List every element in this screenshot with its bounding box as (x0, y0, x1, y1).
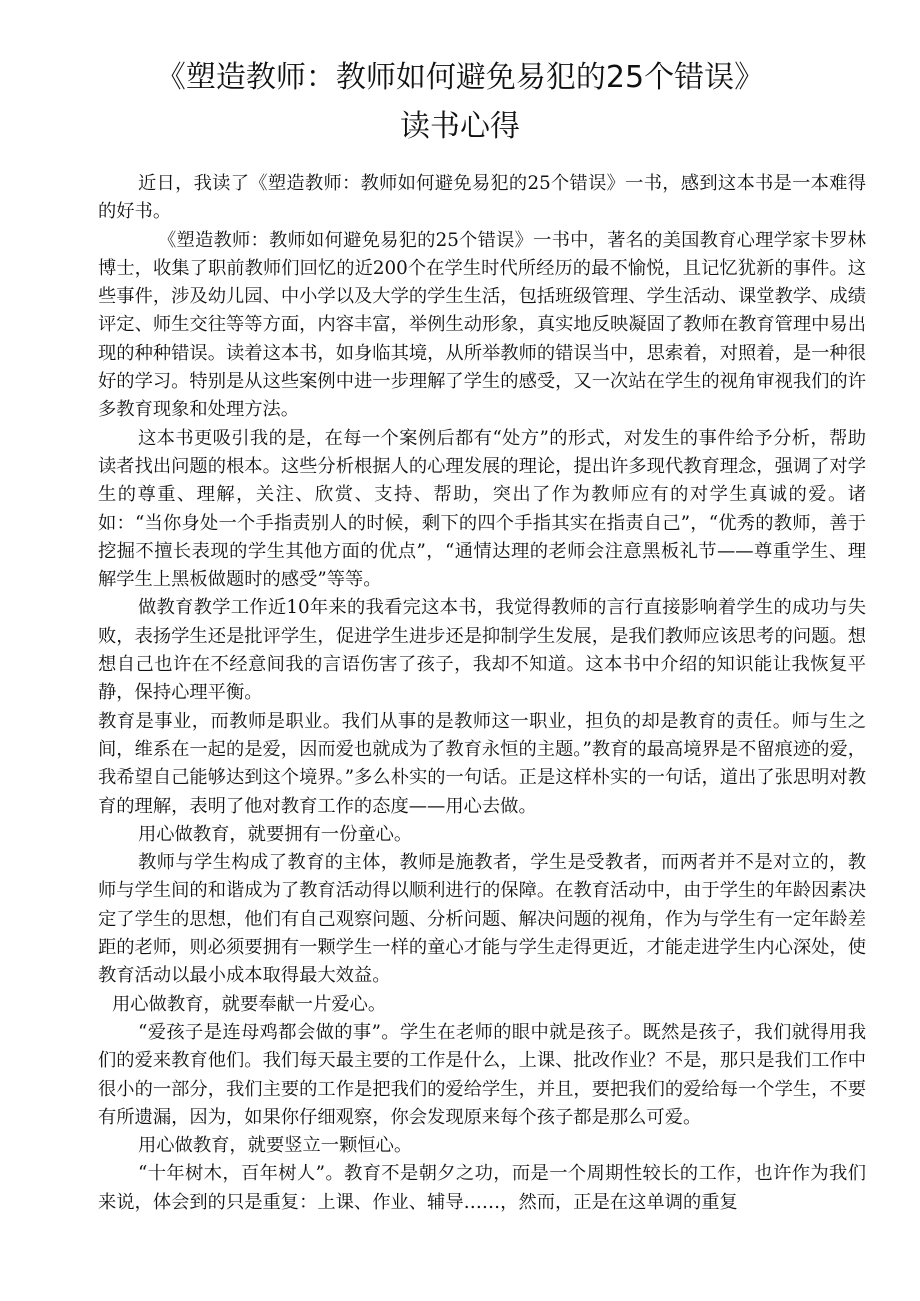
document-subtitle: 读书心得 (400, 109, 520, 144)
paragraph-10: 用心做教育，就要竖立一颗恒心。 (138, 1135, 413, 1157)
paragraph-8: 用心做教育，就要奉献一片爱心。 (112, 993, 387, 1015)
document-title: 《塑造教师：教师如何避免易犯的25个错误》 (155, 60, 765, 95)
paragraph-5: 教育是事业，而教师是职业。我们从事的是教师这一职业，担负的却是教育的责任。师与生之间，维系在一起的是爱，因而爱也就成为了教育永恒的主题。”教育的最高境界是不留痕迹的爱，我希望自己能够达到这个境界。”多么朴实的一句话。正是这样朴实的一句话，道出了张思明对教育的理解，表明了他对教育工作的态度——用心去做。 (98, 710, 867, 817)
paragraph-2: 《塑造教师：教师如何避免易犯的25个错误》一书中，著名的美国教育心理学家卡罗林博士，收集了职前教师们回忆的近200个在学生时代所经历的最不愉悦，且记忆犹新的事件。这些事件，涉及幼儿园、中小学以及大学的学生生活，包括班级管理、学生活动、课堂教学、成绩评定、师生交往等等方面，内容丰富，举例生动形象，真实地反映凝固了教师在教育管理中易出现的种种错误。读着这本书，如身临其境，从所举教师的错误当中，思索着，对照着，是一种很好的学习。特别是从这些案例中进一步理解了学生的感受，又一次站在学生的视角审视我们的许多教育现象和处理方法。 (98, 229, 866, 421)
document-body (98, 170, 866, 1217)
paragraph-6: 用心做教育，就要拥有一份童心。 (138, 823, 413, 845)
paragraph-11: “十年树木，百年树人”。教育不是朝夕之功，而是一个周期性较长的工作，也许作为我们来说，体会到的只是重复：上课、作业、辅导……，然而，正是在这单调的重复 (98, 1163, 866, 1213)
paragraph-9: “爱孩子是连母鸡都会做的事”。学生在老师的眼中就是孩子。既然是孩子，我们就得用我们的爱来教育他们。我们每天最主要的工作是什么，上课、批改作业？不是，那只是我们工作中很小的一部分，我们主要的工作是把我们的爱给学生，并且，要把我们的爱给每一个学生，不要有所遗漏，因为，如果你仔细观察，你会发现原来每个孩子都是那么可爱。 (98, 1021, 866, 1128)
paragraph-3: 这本书更吸引我的是，在每一个案例后都有“处方”的形式，对发生的事件给予分析，帮助读者找出问题的根本。这些分析根据人的心理发展的理论，提出许多现代教育理念，强调了对学生的尊重、理解，关注、欣赏、支持、帮助，突出了作为教师应有的对学生真诚的爱。诸如：“当你身处一个手指责别人的时候，剩下的四个手指其实在指责自己”，“优秀的教师，善于挖掘不擅长表现的学生其他方面的优点”，“通情达理的老师会注意黑板礼节——尊重学生、理解学生上黑板做题时的感受”等等。 (98, 427, 866, 591)
paragraph-1: 近日，我读了《塑造教师：教师如何避免易犯的25个错误》一书，感到这本书是一本难得的好书。 (98, 173, 866, 223)
paragraph-4: 做教育教学工作近10年来的我看完这本书，我觉得教师的言行直接影响着学生的成功与失败，表扬学生还是批评学生，促进学生进步还是抑制学生发展，是我们教师应该思考的问题。想想自己也许在不经意间我的言语伤害了孩子，我却不知道。这本书中介绍的知识能让我恢复平静，保持心理平衡。 (98, 597, 866, 704)
paragraph-7: 教师与学生构成了教育的主体，教师是施教者，学生是受教者，而两者并不是对立的，教师与学生间的和谐成为了教育活动得以顺利进行的保障。在教育活动中，由于学生的年龄因素决定了学生的思想，他们有自己观察问题、分析问题、解决问题的视角，作为与学生有一定年龄差距的老师，则必须要拥有一颗学生一样的童心才能与学生走得更近，才能走进学生内心深处，使教育活动以最小成本取得最大效益。 (98, 852, 866, 987)
